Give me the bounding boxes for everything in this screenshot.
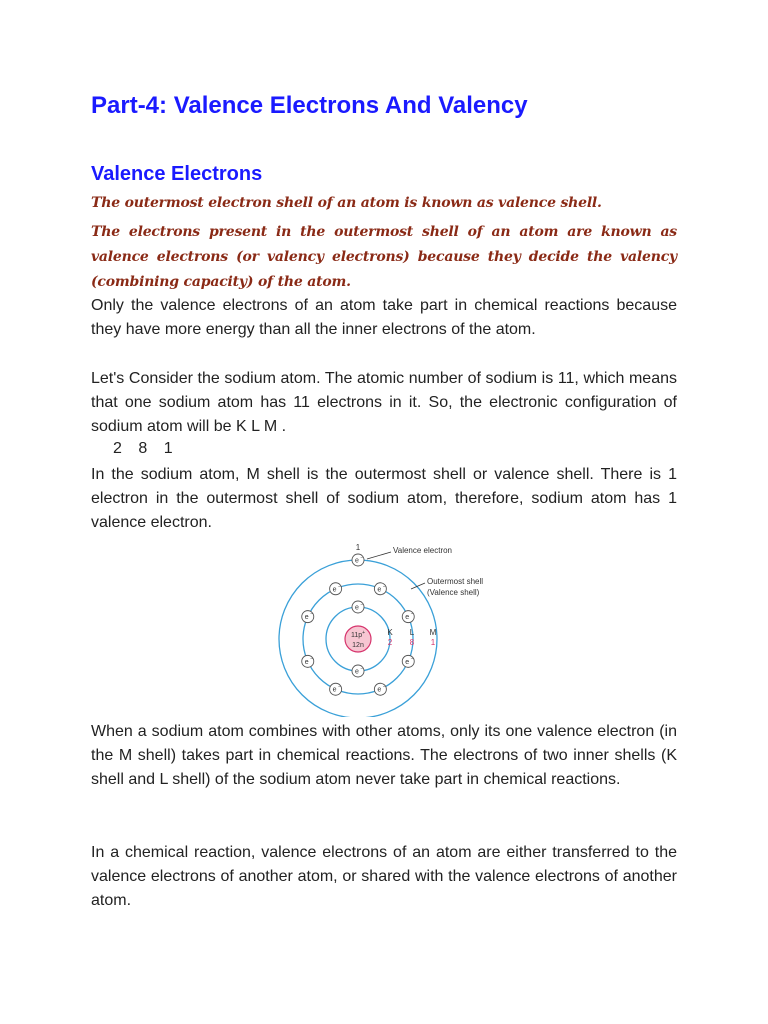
svg-text:e: e [405, 614, 410, 622]
svg-text:−: − [410, 611, 414, 618]
outer-shell-label-sub: (Valence shell) [427, 588, 480, 597]
shell-K-letter: K [387, 628, 393, 637]
svg-text:e: e [355, 604, 359, 612]
electron-L-8 [302, 655, 314, 667]
atom-svg [271, 537, 511, 717]
svg-text:−: − [360, 555, 364, 561]
electron-L-3 [374, 583, 386, 595]
svg-text:e: e [332, 586, 337, 594]
shell-M-count: 1 [430, 638, 436, 647]
paragraph-sodium-configuration: Let's Consider the sodium atom. The atomic number of sodium is 11, which means that one sodium atom has 11 electrons in it. So, the electronic configuration of sodium atom will be K L M . [91, 370, 677, 435]
nucleus-neutrons: 12n [352, 642, 364, 649]
paragraph-inner-electrons: Only the valence electrons of an atom take part in chemical reactions because they have more energy than all the inner electrons of the atom. [91, 297, 677, 338]
svg-text:−: − [310, 611, 314, 618]
svg-text:−: − [410, 656, 414, 663]
shell-M-letter: M [429, 628, 437, 637]
svg-text:−: − [338, 583, 342, 590]
electron-M-11 [352, 554, 364, 566]
electron-L-10 [330, 583, 342, 595]
paragraph-transfer-share: In a chemical reaction, valence electrons of an atom are either transferred to the valence electrons of another atom, or shared with the valence electrons of another atom. [91, 844, 677, 909]
svg-text:e: e [332, 686, 337, 694]
svg-text:e: e [405, 658, 410, 666]
svg-text:−: − [310, 656, 314, 663]
paragraph-valence-shell: In the sodium atom, M shell is the outermost shell or valence shell. There is 1 electron in the outermost shell of sodium atom, therefore, sodium atom has 1 valence electron. [91, 466, 677, 531]
shell-L-letter: L [409, 628, 415, 637]
section-heading: Valence Electrons [91, 163, 263, 185]
shell-L-count: 8 [409, 638, 415, 647]
configuration-numbers: 2 8 1 [113, 440, 179, 457]
svg-text:e: e [355, 668, 359, 676]
valence-pointer-line [367, 552, 391, 559]
paragraph-sodium-combines: When a sodium atom combines with other atoms, only its one valence electron (in the M shell) takes part in chemical reactions. The electrons of two inner shells (K shell and L shell) of the sodium atom never take part in chemical reactions. [91, 723, 677, 788]
svg-text:e: e [377, 686, 382, 694]
electron-L-7 [330, 683, 342, 695]
svg-text:e: e [304, 658, 309, 666]
outer-shell-label: Outermost shell [427, 577, 484, 586]
electron-K-2 [352, 665, 364, 677]
nucleus-protons: 11p+ [350, 630, 366, 639]
page-title: Part-4: Valence Electrons And Valency [91, 92, 528, 119]
svg-text:−: − [382, 684, 386, 691]
electron-L-6 [374, 683, 386, 695]
svg-text:e: e [355, 557, 359, 565]
top-electron-count: 1 [355, 543, 361, 552]
electron-L-4 [402, 611, 414, 623]
svg-text:−: − [360, 602, 364, 608]
svg-text:−: − [382, 583, 386, 590]
shell-K-count: 2 [387, 638, 393, 647]
svg-text:−: − [338, 684, 342, 691]
valence-electron-label: Valence electron [393, 546, 452, 555]
electrons-group [302, 554, 414, 695]
svg-text:−: − [360, 666, 364, 672]
electron-L-5 [402, 655, 414, 667]
svg-text:e: e [304, 614, 309, 622]
sodium-atom-diagram [271, 537, 511, 717]
definition-valence-shell: The outermost electron shell of an atom is known as valence shell. [91, 195, 602, 211]
electron-L-9 [302, 611, 314, 623]
svg-text:e: e [377, 586, 382, 594]
electron-K-1 [352, 601, 364, 613]
definition-valence-electrons: The electrons present in the outermost shell of an atom are known as valence electrons (or valency electrons) because they decide the valency (combining capacity) of the atom. [91, 224, 677, 290]
